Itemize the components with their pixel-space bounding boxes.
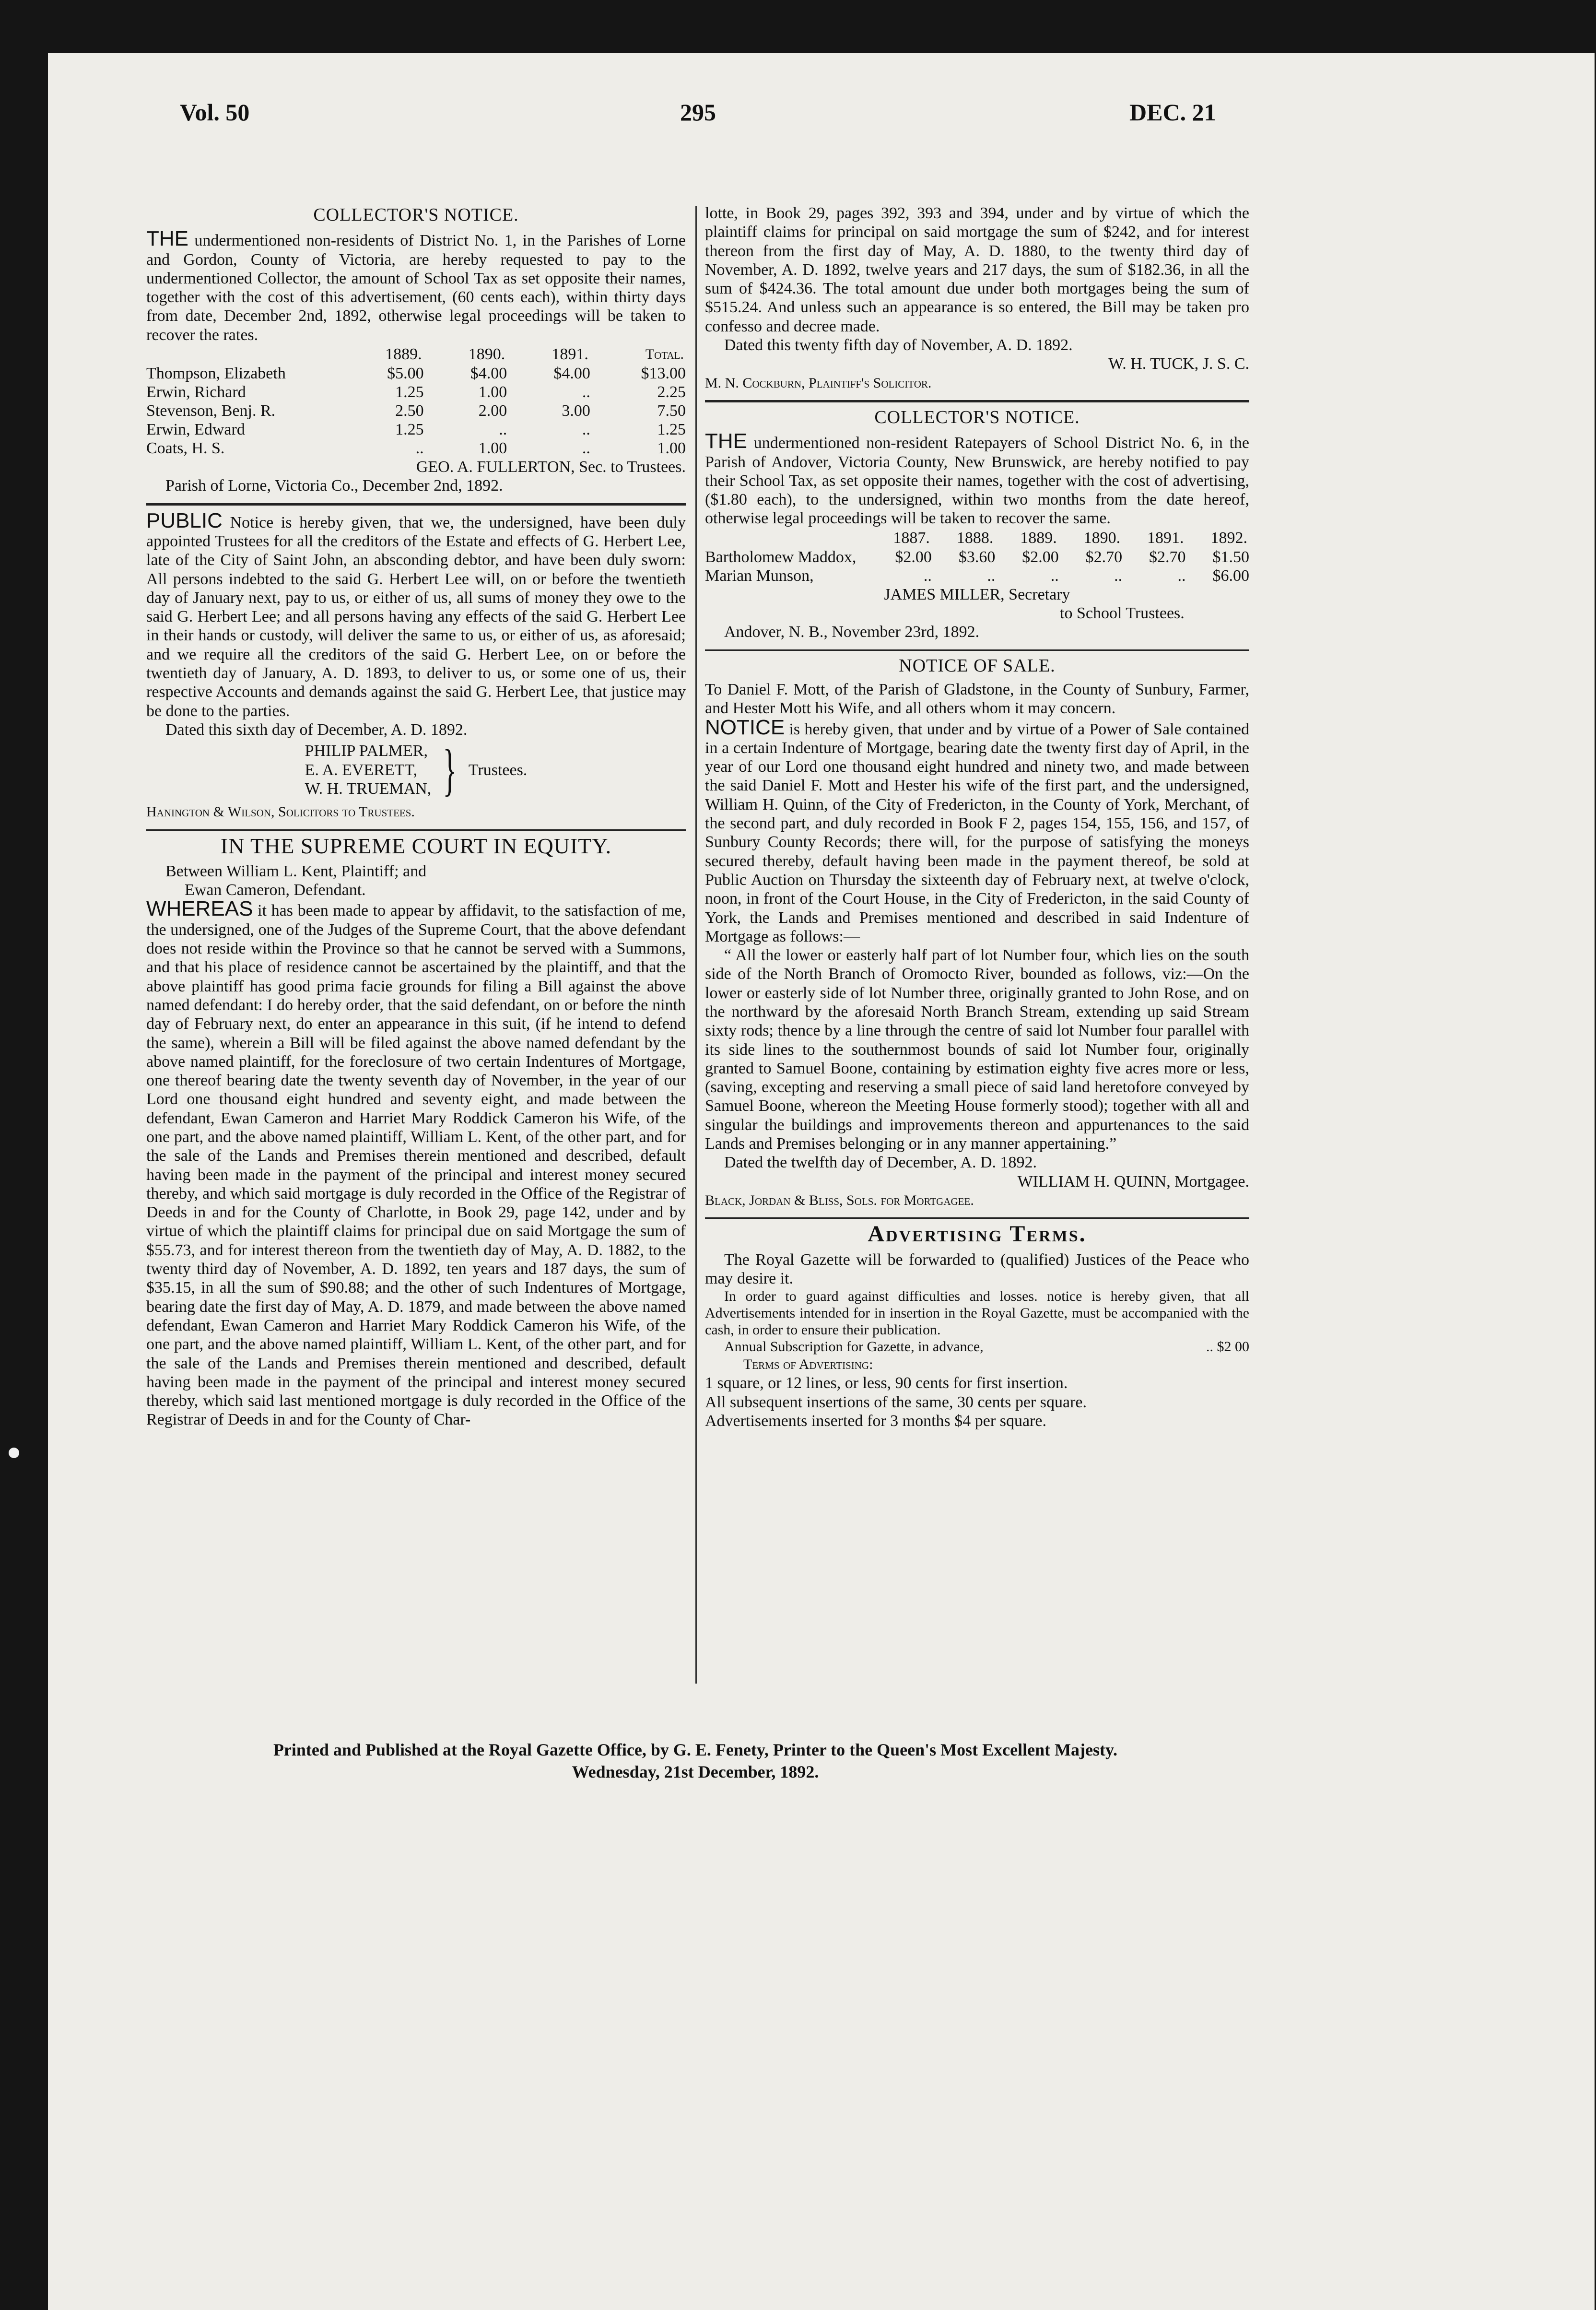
tax-table	[146, 344, 686, 458]
terms-of-advertising-heading: Terms of Advertising:	[743, 1356, 873, 1373]
sale-notice-body: NOTICE is hereby given, that under and by virtue of a Power of Sale contained in a certain Indenture of Mortgage, bearing date the twenty first day of April, in the year of our Lord one thousand eight hundred and ninety two, and made between the said Daniel F. Mott and Hester his wife of the first part, and the undersigned, William H. Quinn, of the City of Fredericton, in the County of York, Merchant, of the second part, and duly recorded in Book F 2, pages 154, 155, 156, and 157, of Sunbury County Records; there will, for the purpose of satisfying the moneys secured thereby, default having been made in the payment thereof, be sold at Public Auction on Thursday the sixteenth day of February next, at twelve o'clock, noon, in front of the Court House, in the City of Fredericton, in the said County of York, the Lands and Premises mentioned and described in said Indenture of Mortgage as follows:—	[705, 715, 1250, 945]
public-notice-body: PUBLIC Notice is hereby given, that we, the undersigned, have been duly appointed Trustees for all the creditors of the Estate and effects of G. Herbert Lee, late of the City of Saint John, an absconding debtor, and have been duly sworn: All persons indebted to the said G. Herbert Lee will, on or before the twentieth day of January next, pay to us, or either of us, all sums of money they owe to the said G. Herbert Lee; and all persons having any effects of the said G. Herbert Lee in their hands or custody, will deliver the same to us, or either of us, as aforesaid; and we require all the creditors of the said G. Herbert Lee, on or before the twentieth day of January, A. D. 1893, to deliver to us, or some one of us, their respective Accounts and demands against the said G. Herbert Lee, that justice may be done to the parties.	[146, 508, 686, 720]
table-row: Bartholomew Maddox, $2.00 $3.60 $2.00 $2.70 $2.70 $1.50	[705, 548, 1249, 566]
table-row: Coats, H. S. .. 1.00 .. 1.00	[146, 439, 686, 458]
imprint-date: Wednesday, 21st December, 1892.	[572, 1762, 819, 1781]
trustee-name: W. H. TRUEMAN,	[305, 779, 432, 798]
imprint-footer	[144, 1739, 1247, 1783]
issue-date: DEC. 21	[1129, 99, 1216, 126]
sale-mortgagee: WILLIAM H. QUINN, Mortgagee.	[1017, 1172, 1249, 1190]
advertising-justices: The Royal Gazette will be forwarded to (qualified) Justices of the Peace who may desire it.	[705, 1250, 1249, 1287]
tax-table	[705, 528, 1249, 585]
trustee-name: E. A. EVERETT,	[305, 761, 418, 779]
section-divider	[705, 400, 1249, 402]
tax-table-header: 1887. 1888. 1889. 1890. 1891. 1892.	[893, 529, 1247, 547]
scan-artifact-dot	[9, 1448, 19, 1458]
right-column	[705, 204, 1249, 1430]
sale-notice-title: NOTICE OF SALE.	[899, 655, 1056, 676]
trustee-name: PHILIP PALMER,	[305, 742, 428, 760]
trustees-label: Trustees.	[468, 761, 528, 779]
advertising-cash-notice: In order to guard against difficulties and losses. notice is hereby given, that all Advertisements intended for in insertion in the Royal Gazette, must be accompanied with the cash, in order to ensure their publication.	[705, 1288, 1249, 1338]
subscription-line: Annual Subscription for Gazette, in advance, .. $2 00	[724, 1339, 1249, 1355]
table-row: Erwin, Edward 1.25 .. .. 1.25	[146, 421, 686, 439]
collector-signature: JAMES MILLER, Secretary	[884, 585, 1070, 603]
equity-parties-plaintiff: Between William L. Kent, Plaintiff; and	[165, 862, 427, 880]
collector-notice-body: THE undermentioned non-residents of District No. 1, in the Parishes of Lorne and Gordon, County of Victoria, are hereby requested to pay to the undermentioned Collector, the amount of School Tax as set opposite their names, together with the cost of this advertisement, (60 cents each), within thirty days from date, December 2nd, 1892, otherwise legal proceedings will be taken to recover the rates.	[146, 227, 686, 344]
sale-dated: Dated the twelfth day of December, A. D. 1892.	[724, 1154, 1037, 1172]
equity-body: WHEREAS it has been made to appear by affidavit, to the satisfaction of me, the undersigned, one of the Judges of the Supreme Court, that the above defendant does not reside within the Province so that he cannot be served with a Summons, and that his place of residence cannot be ascertained by the plaintiff, and that the above plaintiff has good prima facie grounds for filing a Bill against the above named defendant: I do hereby order, that the said defendant, on or before the ninth day of February next, do enter an appearance in this suit, (if he intend to defend the same), wherein a Bill will be filed against the above named defendant by the above named plaintiff, for the foreclosure of two certain Indentures of Mortgage, one thereof bearing date the twenty seventh day of November, in the year of our Lord one thousand eight hundred and seventy eight, and made between the defendant, Ewan Cameron and Harriet Mary Roddick Cameron his Wife, of the one part, and the above named plaintiff, William L. Kent, of the other part, and for the sale of the Lands and Premises therein mentioned and described, default having been made in the payment of the principal and interest money secured thereby, and which said mortgage is duly recorded in the Office of the Registrar of Deeds in and for the County of Charlotte, in Book 29, page 142, under and by virtue of which the plaintiff claims for principal due on said Mortgage the sum of $55.73, and for interest thereon from the twentieth day of May, A. D. 1882, to the twenty third day of November, A. D. 1892, ten years and 187 days, the sum of $35.15, in all the sum of $90.88; and the other of such Indentures of Mortgage, bearing date the first day of May, A. D. 1879, and made between the above named defendant, Ewan Cameron and Harriet Mary Roddick Cameron his Wife, of the one part, and the above named plaintiff, William L. Kent, of the other part, and for the sale of the Lands and Premises therein mentioned and described, default having been made in the payment of the principal and interest money secured thereby, which said last mentioned mortgage is duly recorded in the Office of the Registrar of Deeds in and for the County of Char-	[146, 897, 686, 1429]
table-row: Thompson, Elizabeth $5.00 $4.00 $4.00 $13.00	[146, 365, 686, 383]
volume-number: Vol. 50	[180, 99, 250, 126]
page-number: 295	[680, 99, 716, 126]
equity-parties-defendant: Ewan Cameron, Defendant.	[185, 881, 366, 899]
trustees-solicitors: Hanington & Wilson, Solicitors to Trustees.	[146, 804, 415, 820]
left-column	[146, 204, 686, 1429]
section-divider	[146, 503, 686, 506]
sale-land-description: “ All the lower or easterly half part of lot Number four, which lies on the south side of the North Branch of Oromocto River, bounded as follows, viz:—On the lower or easterly side of lot Number three, originally granted to John Rose, and on the northward by the aforesaid North Branch Stream, extending up said Stream sixty rods; thence by a line through the centre of said lot Number four parallel with its side lines to the southernmost bounds of said lot Number four, originally granted to Samuel Boone, containing by estimation eighty five acres more or less, (saving, excepting and reserving a small piece of said land heretofore conveyed by Samuel Boone, whereon the Meeting House formerly stood); together with all and singular the buildings and improvements thereon and appurtenances to the said Lands and Premises belonging or in any manner appertaining.”	[705, 946, 1249, 1153]
section-divider	[705, 649, 1249, 651]
equity-continued: lotte, in Book 29, pages 392, 393 and 394, under and by virtue of which the plaintiff claims for principal on said mortgage the sum of $242, and for interest thereon from the first day of May, A. D. 1880, to the twenty third day of November, A. D. 1892, twelve years and 217 days, the sum of $182.36, in all the sum of $424.36. The total amount due under both mortgages being the sum of $515.24. And unless such an appearance is so entered, the Bill may be taken pro confesso and decree made.	[705, 204, 1249, 335]
collector-place-date: Parish of Lorne, Victoria Co., December 2nd, 1892.	[165, 477, 503, 495]
imprint-printer: Printed and Published at the Royal Gazette Office, by G. E. Fenety, Printer to the Queen's Most Excellent Majesty.	[273, 1740, 1118, 1759]
section-divider	[705, 1217, 1249, 1219]
collector-signature-role: to School Trustees.	[1060, 604, 1185, 623]
collector-place-date: Andover, N. B., November 23rd, 1892.	[724, 623, 980, 641]
equity-dated: Dated this twenty fifth day of November, A. D. 1892.	[724, 336, 1073, 354]
brace-symbol: }	[443, 738, 457, 802]
table-row: Marian Munson, .. .. .. .. .. $6.00	[705, 566, 1249, 585]
equity-solicitor: M. N. Cockburn, Plaintiff's Solicitor.	[705, 375, 932, 391]
equity-judge: W. H. TUCK, J. S. C.	[1108, 355, 1249, 373]
advertising-rate: All subsequent insertions of the same, 30 cents per square.	[705, 1393, 1087, 1411]
collector-signature: GEO. A. FULLERTON, Sec. to Trustees.	[416, 458, 686, 476]
collector-notice-title: COLLECTOR'S NOTICE.	[313, 205, 519, 225]
collector-notice-body: THE undermentioned non-resident Ratepayers of School District No. 6, in the Parish of Andover, Victoria County, New Brunswick, are hereby notified to pay their School Tax, as set opposite their names, together with the cost of advertising, ($1.80 each), to the undersigned, within two months from the date hereof, otherwise legal proceedings will be taken to recover the same.	[705, 429, 1250, 528]
tax-table-header: 1889. 1890. 1891. Total.	[385, 345, 684, 364]
section-divider	[146, 829, 686, 831]
column-divider	[695, 206, 697, 1684]
sale-solicitors: Black, Jordan & Bliss, Sols. for Mortgagee.	[705, 1192, 974, 1208]
trustees-signatures	[146, 738, 686, 802]
equity-title: IN THE SUPREME COURT IN EQUITY.	[220, 833, 612, 858]
advertising-rate: Advertisements inserted for 3 months $4 per square.	[705, 1412, 1046, 1430]
public-notice-dated: Dated this sixth day of December, A. D. 1892.	[165, 720, 468, 739]
collector-notice-title: COLLECTOR'S NOTICE.	[874, 407, 1080, 427]
advertising-rate: 1 square, or 12 lines, or less, 90 cents for first insertion.	[705, 1374, 1068, 1392]
advertising-terms-title: Advertising Terms.	[868, 1221, 1087, 1247]
table-row: Stevenson, Benj. R. 2.50 2.00 3.00 7.50	[146, 402, 686, 420]
table-row: Erwin, Richard 1.25 1.00 .. 2.25	[146, 383, 686, 401]
sale-addressees: To Daniel F. Mott, of the Parish of Gladstone, in the County of Sunbury, Farmer, and Hester Mott his Wife, and all others whom it may concern.	[705, 680, 1249, 718]
